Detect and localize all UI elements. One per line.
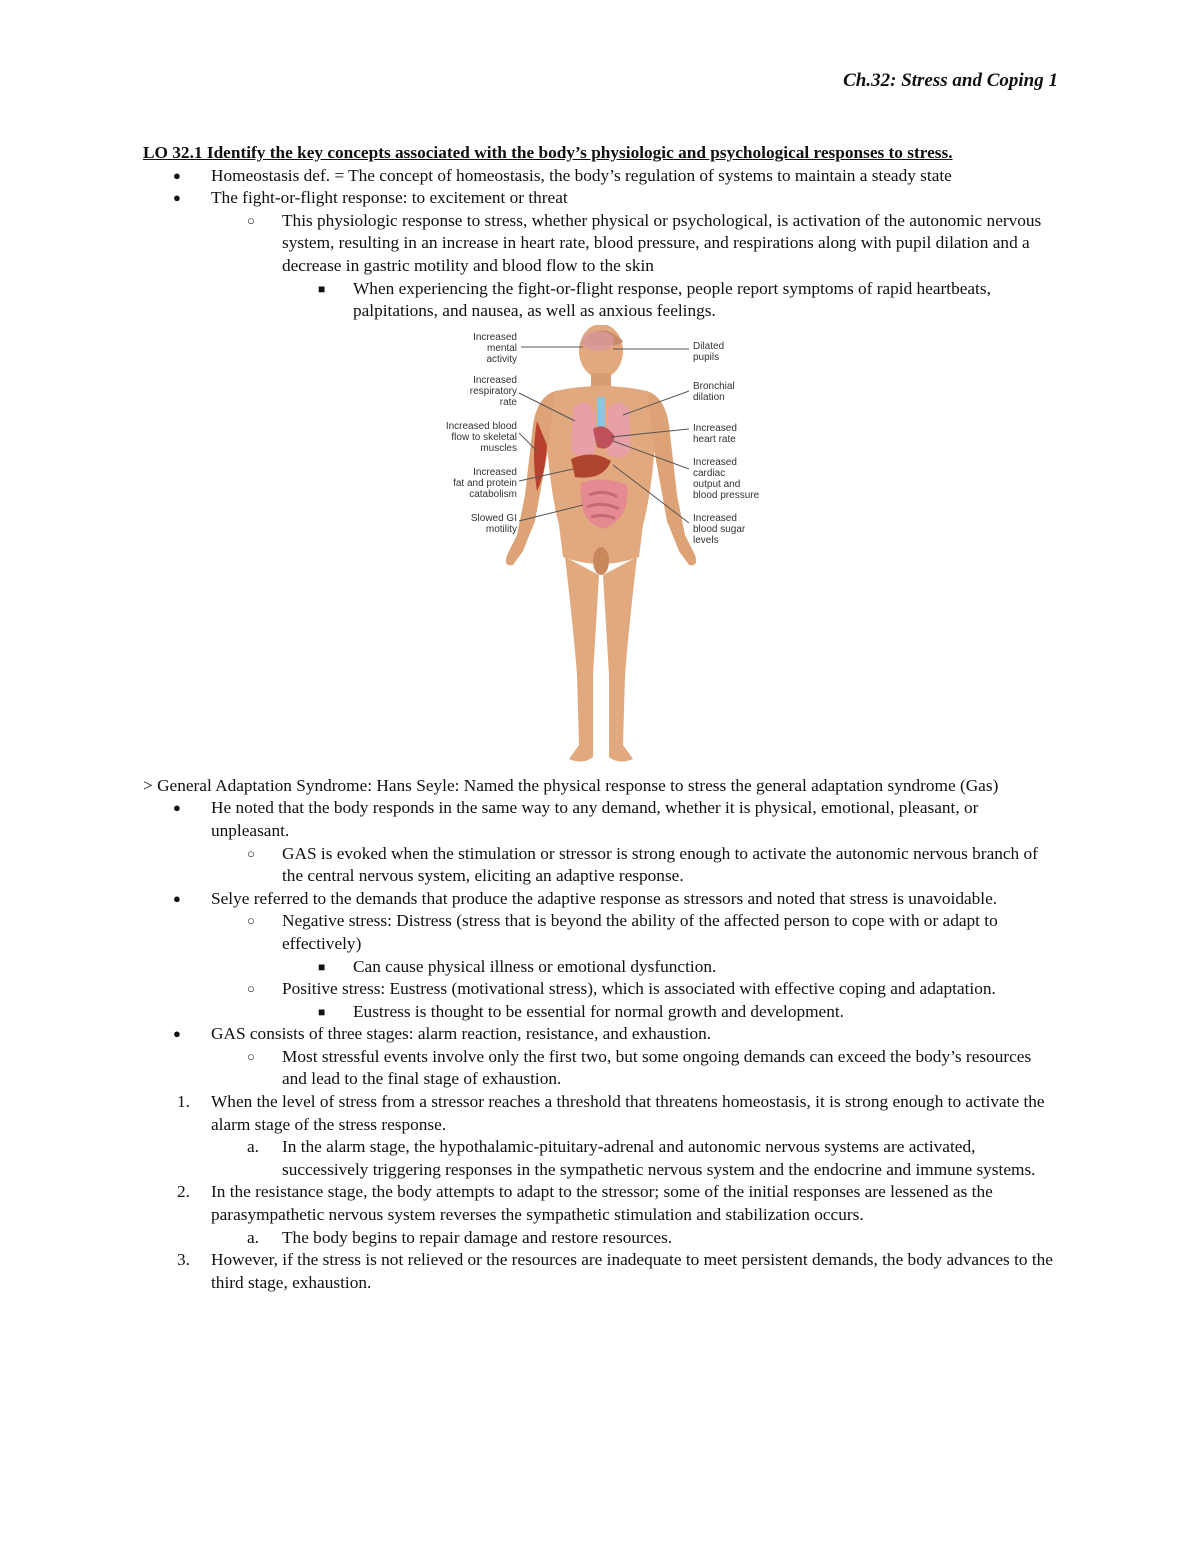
bullet-marker: ● [173,167,181,183]
list-item-text: Most stressful events involve only the first two, but some ongoing demands can exceed the body’s resources and lead to the final stage of exhaustion. [282,1046,1032,1089]
svg-text:Increasedfat and proteincatabo: Increased fat and protein catabolism [453,466,517,500]
numbered-item-text: In the resistance stage, the body attempts to adapt to the stressor; some of the initial responses are lessened as the parasympathetic nervous system reverses the sympathetic stimulation and stabilization occurs. [211,1182,993,1225]
bullet-marker: ● [173,800,181,816]
number-marker: 1. [177,1092,190,1112]
square-marker: ■ [318,281,326,296]
list-item-text: Homeostasis def. = The concept of homeostasis, the body’s regulation of systems to maintain a steady state [211,165,952,185]
left-labels [446,332,518,535]
label-mental-1: Increased [473,331,517,343]
numbered-item [143,1181,1058,1226]
svg-text:Increasedblood sugarlevels: Increased blood sugar levels [693,512,746,546]
document-body [143,142,1058,1294]
label-gi: Slowed GI [470,512,517,524]
lettered-item-text: In the alarm stage, the hypothalamic-pituitary-adrenal and autonomic nervous systems are activated, successively triggering responses in the sympathetic nervous system and the endocrine and immune systems. [282,1137,1036,1179]
list-item [143,1001,1058,1024]
circle-marker: ○ [247,1048,255,1064]
list-item [143,956,1058,979]
list-item [143,978,1058,1001]
numbered-item-text: However, if the stress is not relieved or the resources are inadequate to meet persistent demands, the body advances to the third stage, exhaustion. [211,1250,1053,1292]
list-item-text: Can cause physical illness or emotional dysfunction. [353,956,717,976]
list-item-text: GAS is evoked when the stimulation or stressor is strong enough to activate the autonomic nervous branch of the central nervous system, eliciting an adaptive response. [282,843,1038,886]
numbered-item-text: When the level of stress from a stressor reaches a threshold that threatens homeostasis, it is strong enough to activate the alarm stage of the stress response. [211,1092,1045,1134]
label-pupils: Dilated [693,340,725,352]
list-item-text: Positive stress: Eustress (motivational stress), which is associated with effective coping and adaptation. [282,979,996,999]
number-marker: 2. [177,1182,190,1202]
list-item [143,165,1058,188]
list-item-text: The fight-or-flight response: to excitement or threat [211,188,568,208]
svg-text:Dilatedpupils: Dilated pupils [693,340,725,363]
lettered-item-text: The body begins to repair damage and restore resources. [282,1227,673,1247]
circle-marker: ○ [247,212,255,228]
gas-intro-paragraph: > General Adaptation Syndrome: Hans Seyle: Named the physical response to stress the general adaptation syndrome (Gas) [143,775,999,795]
right-labels [693,341,760,546]
letter-marker: a. [247,1137,259,1157]
list-item-text: When experiencing the fight-or-flight response, people report symptoms of rapid heartbeats, palpitations, and nausea, as well as anxious feelings. [353,278,991,321]
circle-marker: ○ [247,981,255,997]
bullet-marker: ● [173,890,181,906]
list-item-text: Negative stress: Distress (stress that is beyond the ability of the affected person to cope with or adapt to effectively) [282,911,998,953]
svg-text:Increasedcardiacoutput andbloo: Increased cardiac output and blood pressure [693,456,760,501]
list-item [143,187,1058,210]
bullet-marker: ● [173,1026,181,1042]
list-item [143,1023,1058,1046]
lettered-item [143,1136,1058,1181]
list-item [143,278,1058,323]
circle-marker: ○ [247,845,255,861]
letter-marker: a. [247,1227,259,1247]
svg-text:Increased bloodflow to skeleta: Increased blood flow to skeletal muscles [445,420,517,454]
svg-text:Bronchialdilation: Bronchial dilation [693,380,735,403]
numbered-item [143,1091,1058,1136]
label-catabolism: Increased [473,466,517,478]
square-marker: ■ [318,959,326,974]
svg-text:Increasedmentalactivity: Increased mental activity [473,331,517,365]
circle-marker: ○ [247,913,255,929]
list-item [143,210,1058,278]
list-item-text: He noted that the body responds in the same way to any demand, whether it is physical, emotional, pleasant, or unpleasant. [211,798,979,840]
svg-text:Increasedheart rate: Increased heart rate [693,422,737,445]
human-body-illustration [506,325,696,762]
svg-text:Slowed GImotility: Slowed GI motility [470,512,517,535]
list-item-text: This physiologic response to stress, whether physical or psychological, is activation of the autonomic nervous system, resulting in an increase in heart rate, blood pressure, and respirations along with pupil dilation and a decrease in gastric motility and blood flow to the skin [282,210,1042,275]
list-item-text: Selye referred to the demands that produce the adaptive response as stressors and noted that stress is unavoidable. [211,888,998,908]
label-heart-rate: Increased [693,422,737,434]
list-item [143,888,1058,911]
list-item [143,797,1058,842]
label-respiratory: Increased [473,374,517,386]
lettered-item [143,1227,1058,1250]
label-blood-flow: Increased blood [445,420,517,432]
label-blood-sugar: Increased [693,512,737,524]
learning-objective-heading: LO 32.1 Identify the key concepts associated with the body’s physiologic and psychological responses to stress. [143,143,953,162]
list-item-text: GAS consists of three stages: alarm reaction, resistance, and exhaustion. [211,1024,712,1044]
anatomy-illustration [433,325,773,771]
list-item [143,1046,1058,1091]
bullet-marker: ● [173,190,181,206]
list-item [143,910,1058,955]
label-cardiac: Increased [693,456,737,468]
numbered-item [143,1249,1058,1294]
page-header: Ch.32: Stress and Coping 1 [843,70,1058,91]
square-marker: ■ [318,1004,326,1019]
fight-or-flight-figure [143,325,1058,771]
list-item [143,843,1058,888]
svg-text:Increasedrespiratoryrate: Increased respiratory rate [469,374,517,408]
number-marker: 3. [177,1250,190,1270]
label-bronchial: Bronchial [693,380,735,392]
list-item-text: Eustress is thought to be essential for normal growth and development. [353,1001,844,1021]
